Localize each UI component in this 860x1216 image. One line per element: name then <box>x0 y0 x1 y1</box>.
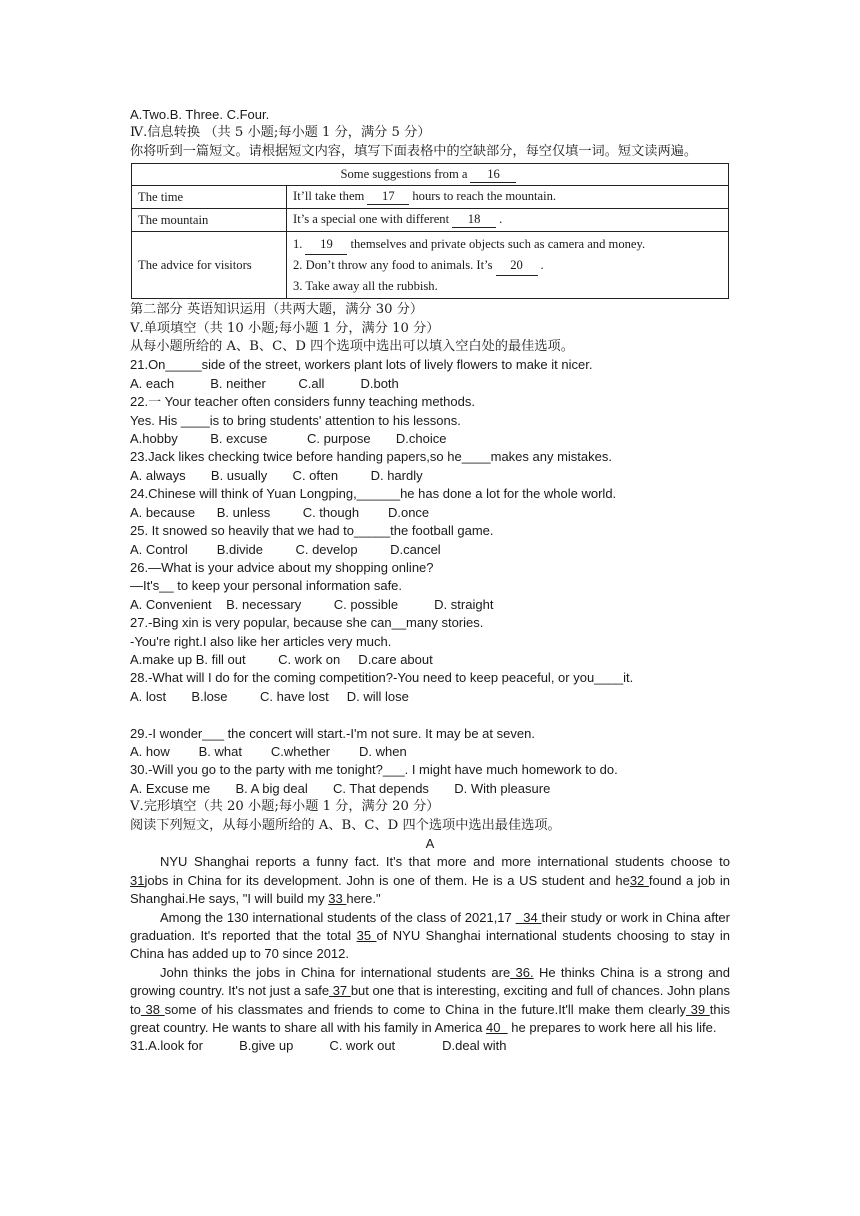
section-heading: Ⅴ.单项填空（共 10 小题;每小题 1 分，满分 10 分） <box>130 320 440 336</box>
question-25: 25. It snowed so heavily that we had to_____the football game. <box>130 523 494 539</box>
question-22: 22.一 Your teacher often considers funny teaching methods. <box>130 394 475 410</box>
options-24: A. because B. unless C. though D.once <box>130 504 430 520</box>
part-heading: 第二部分 英语知识运用（共两大题，满分 30 分） <box>130 302 424 318</box>
question-21: 21.On_____side of the street, workers plant lots of lively flowers to make it nicer. <box>130 357 593 373</box>
blank-31: 31 <box>130 872 145 888</box>
passage-paragraph-1: NYU Shanghai reports a funny fact. It's that more and more international students choose to 31jobs in China for its development. John is one of them. He is a US student and he32 found a job in Shanghai.He says, "I will build my 33 here." <box>130 854 730 907</box>
blank-32: 32 <box>629 872 649 888</box>
question-29: 29.-I wonder___ the concert will start.-I'm not sure. It may be at seven. <box>130 725 535 741</box>
instruction-text: 阅读下列短文，从每小题所给的 A、B、C、D 四个选项中选出最佳选项。 <box>130 817 561 833</box>
options-31: 31.A.look for B.give up C. work out D.deal with <box>130 1038 507 1054</box>
advice-content: 1. 19 themselves and private objects such as camera and money. 2. Don’t throw any food to animals. It’s 20 . 3. Take away all the rubbish. <box>287 232 729 299</box>
row-label: The mountain <box>132 209 287 232</box>
passage-heading: A <box>425 835 435 851</box>
blank-37: 37 <box>329 983 351 999</box>
options-25: A. Control B.divide C. develop D.cancel <box>130 541 441 557</box>
blank-16: 16 <box>470 167 516 183</box>
blank-19: 19 <box>305 234 347 255</box>
option-line: A.Two.B. Three. C.Four. <box>130 107 270 122</box>
passage-paragraph-3: John thinks the jobs in China for international students are 36. He thinks China is a strong and growing country. It's not just a safe 37 but one that is interesting, exciting and full of chances. John plans to 38 some of his classmates and friends to come to China in the future.It'll make them clearly 39 this great country. He wants to share all with his family in America 40 he prepares to work here all his life. <box>130 964 731 1036</box>
table-title: Some suggestions from a 16 <box>132 164 729 186</box>
options-29: A. how B. what C.whether D. when <box>130 743 407 759</box>
blank-36: 36. <box>510 964 534 980</box>
question-24: 24.Chinese will think of Yuan Longping,______he has done a lot for the whole world. <box>130 486 617 502</box>
options-27: A.make up B. fill out C. work on D.care about <box>130 651 433 667</box>
question-27-reply: -You're right.I also like her articles very much. <box>130 633 392 649</box>
options-28: A. lost B.lose C. have lost D. will lose <box>130 688 409 704</box>
spacer <box>130 706 730 724</box>
question-26: 26.—What is your advice about my shopping online? <box>130 559 434 575</box>
section-heading: Ⅴ.完形填空（共 20 小题;每小题 1 分，满分 20 分） <box>130 799 440 815</box>
blank-38: 38 <box>140 1001 165 1017</box>
options-22: A.hobby B. excuse C. purpose D.choice <box>130 431 447 447</box>
row-content: It’s a special one with different 18 . <box>287 209 729 232</box>
blank-33: 33 <box>328 891 347 907</box>
question-22-reply: Yes. His ____is to bring students' attention to his lessons. <box>130 412 461 428</box>
section-heading: Ⅳ.信息转换 （共 5 小题;每小题 1 分，满分 5 分） <box>130 125 431 141</box>
question-28: 28.-What will I do for the coming competition?-You need to keep peaceful, or you____it. <box>130 670 634 686</box>
table-row <box>132 232 729 299</box>
advice-label: The advice for visitors <box>132 232 287 299</box>
blank-20: 20 <box>496 255 538 276</box>
blank-40: 40 <box>485 1020 508 1036</box>
exam-page <box>130 106 730 1056</box>
options-26: A. Convenient B. necessary C. possible D. straight <box>130 596 494 612</box>
question-26-reply: —It's__ to keep your personal information safe. <box>130 578 403 594</box>
options-21: A. each B. neither C.all D.both <box>130 375 399 391</box>
info-table <box>131 163 729 299</box>
question-23: 23.Jack likes checking twice before handing papers,so he____makes any mistakes. <box>130 449 612 465</box>
passage-paragraph-2: Among the 130 international students of the class of 2021,17 34 their study or work in China after graduation. It's reported that the total 35 of NYU Shanghai international students choosing to stay in China has added up to 70 since 2012. <box>130 909 730 962</box>
question-27: 27.-Bing xin is very popular, because she can__many stories. <box>130 615 484 631</box>
blank-17: 17 <box>367 189 409 205</box>
options-30: A. Excuse me B. A big deal C. That depends D. With pleasure <box>130 780 551 796</box>
row-label: The time <box>132 186 287 209</box>
question-30: 30.-Will you go to the party with me tonight?___. I might have much homework to do. <box>130 762 618 778</box>
blank-39: 39 <box>685 1001 710 1017</box>
table-row <box>132 209 729 232</box>
blank-18: 18 <box>452 212 496 228</box>
instruction-text: 从每小题所给的 A、B、C、D 四个选项中选出可以填入空白处的最佳选项。 <box>130 339 574 355</box>
row-content: It’ll take them 17 hours to reach the mountain. <box>287 186 729 209</box>
table-row <box>132 186 729 209</box>
instruction-text: 你将听到一篇短文。请根据短文内容，填写下面表格中的空缺部分，每空仅填一词。短文读两遍。 <box>130 143 698 159</box>
options-23: A. always B. usually C. often D. hardly <box>130 467 423 483</box>
blank-34: 34 <box>515 909 542 925</box>
blank-35: 35 <box>356 928 377 944</box>
